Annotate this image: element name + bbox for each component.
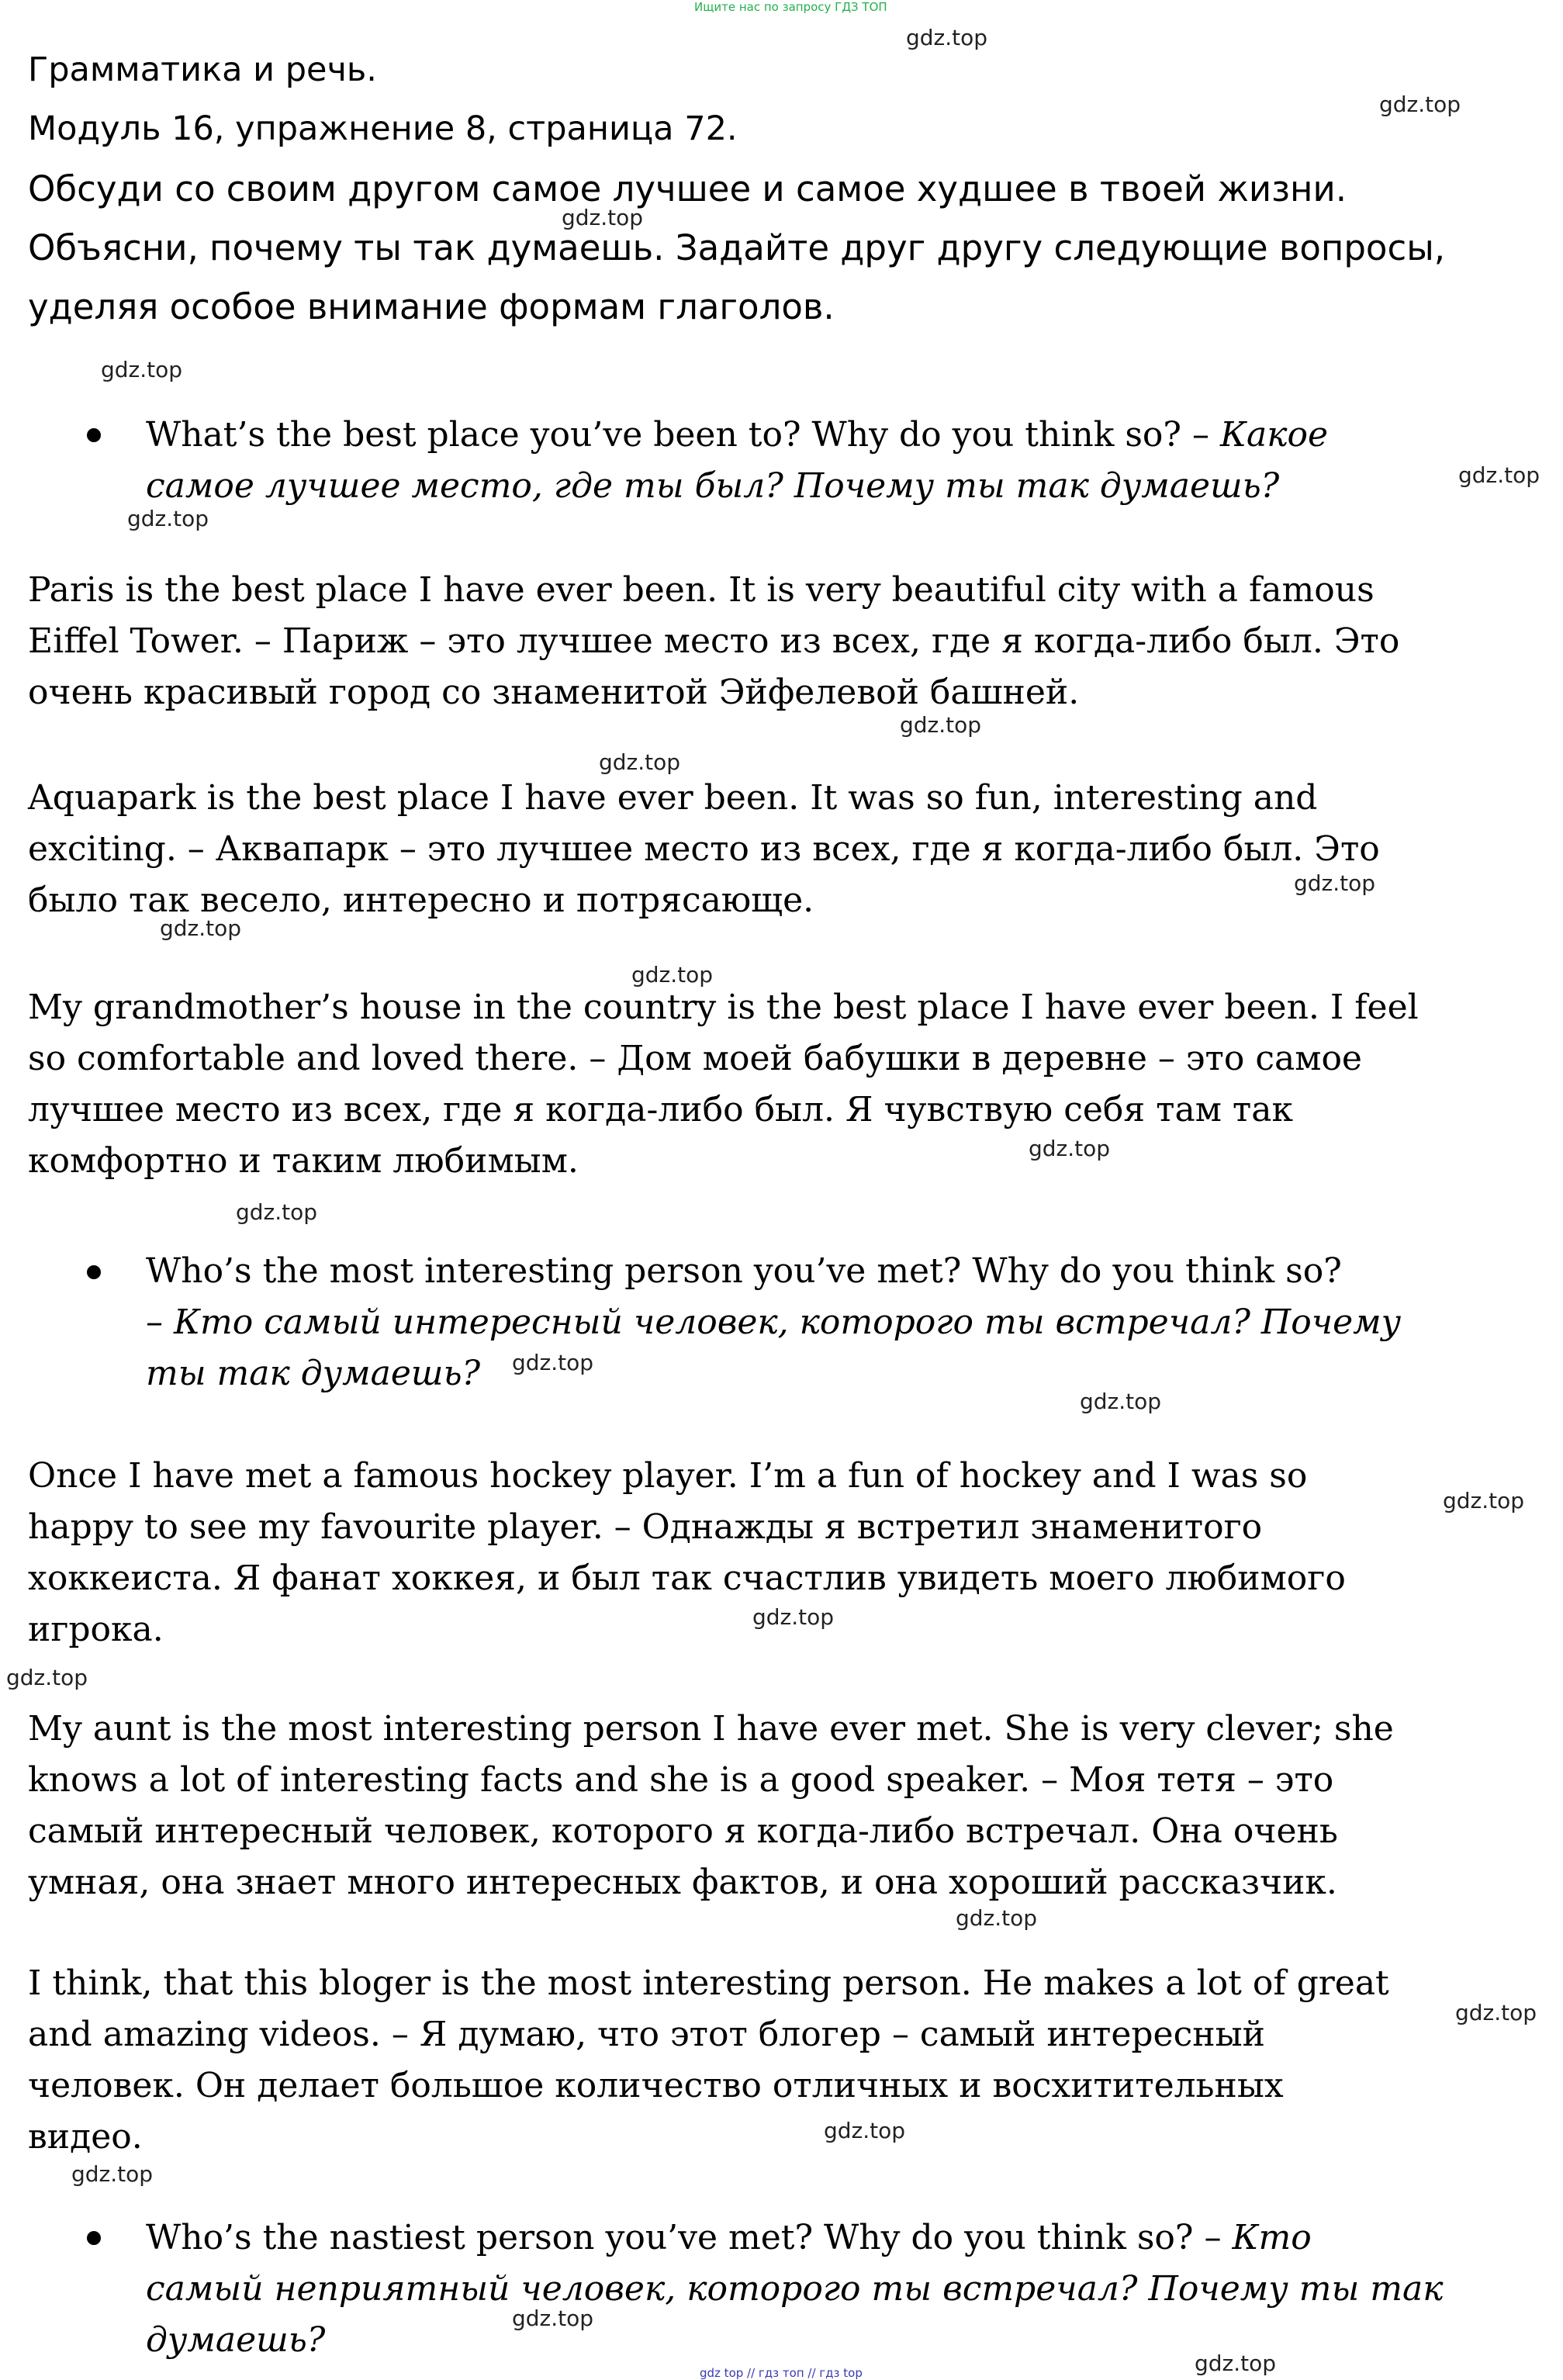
instruction-line: Обсуди со своим другом самое лучшее и самое худшее в твоей жизни.	[28, 168, 1347, 209]
answer-paragraph	[28, 773, 1380, 926]
answer-line: умная, она знает много интересных фактов, и она хороший рассказчик.	[28, 1863, 1337, 1902]
watermark: gdz.top	[160, 915, 242, 941]
watermark: gdz.top	[127, 506, 209, 531]
watermark: gdz.top	[956, 1905, 1038, 1931]
bullet-icon	[87, 428, 101, 442]
watermark: gdz.top	[1379, 92, 1461, 117]
watermark: gdz.top	[1029, 1136, 1111, 1161]
answer-line: видео.	[28, 2117, 143, 2157]
answer-paragraph	[28, 982, 1419, 1187]
answer-line: Aquapark is the best place I have ever been. It was so fun, interesting and	[28, 778, 1318, 818]
answer-line: хоккеиста. Я фанат хоккея, и был так счастлив увидеть моего любимого	[28, 1558, 1346, 1598]
watermark: gdz.top	[512, 2306, 594, 2331]
question-ru: Кто	[1232, 2218, 1312, 2257]
question-en: What’s the best place you’ve been to? Why do you think so? –	[146, 415, 1209, 455]
watermark: gdz.top	[1294, 870, 1376, 896]
answer-line: комфортно и таким любимым.	[28, 1141, 579, 1181]
watermark: gdz.top	[824, 2118, 906, 2143]
answer-line: лучшее место из всех, где я когда-либо был. Я чувствую себя там так	[28, 1090, 1293, 1129]
watermark: gdz.top	[71, 2161, 154, 2187]
page-title: Грамматика и речь.	[28, 50, 377, 89]
answer-paragraph	[28, 565, 1399, 718]
bottom-banner: gdz top // гдз топ // гдз top	[700, 2366, 863, 2380]
watermark: gdz.top	[1080, 1389, 1162, 1414]
watermark: gdz.top	[900, 712, 982, 738]
question-en: Who’s the nastiest person you’ve met? Why do you think so? –	[146, 2218, 1222, 2257]
answer-line: My grandmother’s house in the country is the best place I have ever been. I feel	[28, 988, 1419, 1027]
watermark: gdz.top	[906, 25, 988, 50]
answer-line: so comfortable and loved there. – Дом моей бабушки в деревне – это самое	[28, 1039, 1362, 1078]
answer-line: Eiffel Tower. – Париж – это лучшее место из всех, где я когда-либо был. Это	[28, 621, 1400, 661]
question-ru: Какое	[1219, 415, 1329, 455]
answer-line: exciting. – Аквапарк – это лучшее место из всех, где я когда-либо был. Это	[28, 829, 1380, 869]
answer-line: Once I have met a famous hockey player. I’m a fun of hockey and I was so	[28, 1456, 1308, 1496]
page-subtitle: Модуль 16, упражнение 8, страница 72.	[28, 109, 738, 148]
top-banner: Ищите нас по запросу ГДЗ ТОП	[694, 0, 887, 14]
question-en: Who’s the most interesting person you’ve met? Why do you think so?	[146, 1251, 1342, 1291]
question-1	[146, 410, 1328, 512]
answer-line: knows a lot of interesting facts and she is a good speaker. – Моя тетя – это	[28, 1760, 1334, 1800]
watermark: gdz.top	[752, 1604, 835, 1630]
answer-line: было так весело, интересно и потрясающе.	[28, 880, 814, 920]
answer-line: happy to see my favourite player. – Однажды я встретил знаменитого	[28, 1507, 1263, 1547]
question-2	[146, 1246, 1401, 1399]
question-3	[146, 2212, 1444, 2366]
answer-line: самый интересный человек, которого я когда-либо встречал. Она очень	[28, 1811, 1338, 1851]
instruction-line: уделяя особое внимание формам глаголов.	[28, 286, 835, 327]
instruction-line: Объясни, почему ты так думаешь. Задайте друг другу следующие вопросы,	[28, 227, 1446, 268]
question-ru: – Кто самый интересный человек, которого ты встречал? Почему	[146, 1302, 1402, 1342]
answer-paragraph	[28, 1704, 1394, 1908]
question-ru: думаешь?	[146, 2320, 326, 2360]
answer-line: человек. Он делает большое количество отличных и восхитительных	[28, 2066, 1284, 2105]
watermark: gdz.top	[236, 1199, 318, 1225]
watermark: gdz.top	[101, 357, 183, 382]
watermark: gdz.top	[6, 1665, 88, 1690]
watermark: gdz.top	[1195, 2351, 1277, 2376]
watermark: gdz.top	[512, 1350, 594, 1375]
question-ru: ты так думаешь?	[146, 1354, 481, 1393]
answer-line: My aunt is the most interesting person I have ever met. She is very clever; she	[28, 1709, 1394, 1749]
watermark: gdz.top	[1443, 1488, 1525, 1513]
question-ru: самое лучшее место, где ты был? Почему ты так думаешь?	[146, 466, 1280, 506]
watermark: gdz.top	[599, 749, 681, 775]
answer-line: игрока.	[28, 1610, 164, 1649]
watermark: gdz.top	[1455, 2000, 1537, 2025]
answer-paragraph	[28, 1958, 1389, 2163]
answer-line: and amazing videos. – Я думаю, что этот блогер – самый интересный	[28, 2015, 1265, 2054]
question-ru: самый неприятный человек, которого ты встречал? Почему ты так	[146, 2269, 1444, 2309]
watermark: gdz.top	[1458, 462, 1541, 488]
instruction	[28, 160, 1445, 337]
watermark: gdz.top	[631, 962, 714, 988]
bullet-icon	[87, 1265, 101, 1279]
answer-line: очень красивый город со знаменитой Эйфелевой башней.	[28, 673, 1080, 712]
answer-paragraph	[28, 1451, 1346, 1655]
watermark: gdz.top	[562, 205, 644, 230]
answer-line: I think, that this bloger is the most interesting person. He makes a lot of great	[28, 1963, 1389, 2003]
answer-line: Paris is the best place I have ever been. It is very beautiful city with a famous	[28, 570, 1375, 610]
bullet-icon	[87, 2231, 101, 2245]
